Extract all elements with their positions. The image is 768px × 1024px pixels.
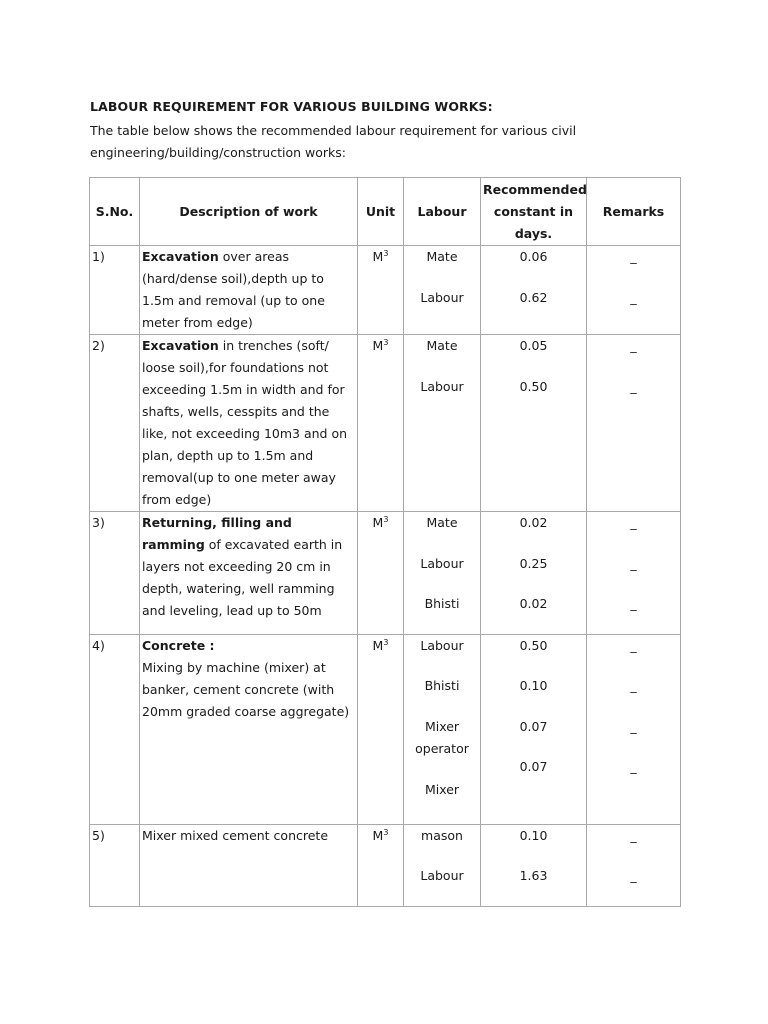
unit-text: M <box>372 637 384 653</box>
table-row <box>90 246 681 335</box>
labour-cell <box>404 824 481 906</box>
sno-cell: 3) <box>90 512 140 635</box>
unit-cell <box>358 634 404 824</box>
labour-item: Mixer <box>424 781 460 797</box>
sno-cell: 5) <box>90 824 140 906</box>
labour-cell <box>404 634 481 824</box>
header-labour: Labour <box>404 178 481 246</box>
sno-cell: 1) <box>90 246 140 335</box>
remark-dash: _ <box>630 868 637 883</box>
unit-text: M <box>372 249 384 264</box>
remark-dash: _ <box>630 249 637 264</box>
constant-cell <box>481 824 587 906</box>
constant-value: 0.25 <box>519 555 548 571</box>
constant-value: 0.62 <box>519 289 548 305</box>
labour-item: Mate <box>426 249 458 264</box>
remarks-cell <box>587 335 681 512</box>
description-cell <box>140 512 358 635</box>
remarks-cell <box>587 512 681 635</box>
table-row <box>90 512 681 635</box>
labour-item: Labour <box>420 378 464 394</box>
work-title: Returning, filling and ramming <box>142 515 292 552</box>
constant-value: 1.63 <box>519 868 548 883</box>
labour-cell <box>404 246 481 335</box>
table-row <box>90 634 681 824</box>
header-unit: Unit <box>358 178 404 246</box>
unit-exponent: 3 <box>383 827 389 837</box>
remark-dash: _ <box>630 759 637 774</box>
constant-cell <box>481 335 587 512</box>
unit-exponent: 3 <box>383 337 389 347</box>
header-description: Description of work <box>140 178 358 246</box>
unit-cell <box>358 335 404 512</box>
work-description: Mixer mixed cement concrete <box>142 827 329 843</box>
work-title: Concrete : <box>142 637 215 653</box>
remark-dash: _ <box>630 378 637 394</box>
description-cell <box>140 824 358 906</box>
constant-cell <box>481 512 587 635</box>
work-description: in trenches (soft/ loose soil),for foundations not exceeding 1.5m in width and for shafts, wells, cesspits and the like, not exceeding 10m3 and on plan, depth up to 1.5m and removal(up to one meter away from edge) <box>142 338 348 507</box>
remark-dash: _ <box>630 596 637 611</box>
work-title: Excavation <box>142 249 219 264</box>
labour-item: Labour <box>420 868 464 883</box>
table-row <box>90 824 681 906</box>
labour-cell <box>404 335 481 512</box>
constant-value: 0.02 <box>519 596 548 611</box>
header-sno: S.No. <box>90 178 140 246</box>
remark-dash: _ <box>630 718 637 734</box>
labour-item: Labour <box>420 289 464 305</box>
unit-exponent: 3 <box>383 248 389 258</box>
table-row <box>90 335 681 512</box>
constant-value: 0.10 <box>519 678 548 693</box>
constant-value: 0.02 <box>519 515 548 530</box>
constant-cell <box>481 246 587 335</box>
table-header-row <box>90 178 681 246</box>
header-constant: Recommended constant in days. <box>481 178 587 246</box>
unit-exponent: 3 <box>383 514 389 524</box>
remarks-cell <box>587 634 681 824</box>
remarks-cell <box>587 246 681 335</box>
page-heading: LABOUR REQUIREMENT FOR VARIOUS BUILDING WORKS: <box>90 99 493 114</box>
unit-cell <box>358 512 404 635</box>
work-description: Mixing by machine (mixer) at banker, cement concrete (with 20mm graded coarse aggregate) <box>142 659 350 719</box>
constant-value: 0.10 <box>519 827 548 843</box>
remark-dash: _ <box>630 289 637 305</box>
constant-value: 0.50 <box>519 637 548 653</box>
labour-item: Labour <box>420 637 464 653</box>
constant-cell <box>481 634 587 824</box>
labour-item: Bhisti <box>424 596 460 611</box>
constant-value: 0.07 <box>519 718 548 734</box>
labour-cell <box>404 512 481 635</box>
unit-cell <box>358 246 404 335</box>
remark-dash: _ <box>630 827 637 843</box>
sno-cell: 4) <box>90 634 140 824</box>
unit-text: M <box>372 338 384 353</box>
work-description: over areas (hard/dense soil),depth up to 1.5m and removal (up to one meter from edge) <box>142 249 325 330</box>
labour-item: Mate <box>426 515 458 530</box>
sno-cell: 2) <box>90 335 140 512</box>
constant-value: 0.50 <box>519 378 548 394</box>
unit-text: M <box>372 515 384 530</box>
labour-item: Bhisti <box>424 678 460 693</box>
unit-cell <box>358 824 404 906</box>
labour-item: Labour <box>420 555 464 571</box>
unit-exponent: 3 <box>383 637 389 647</box>
work-description: of excavated earth in layers not exceeding 20 cm in depth, watering, well ramming and leveling, lead up to 50m <box>142 537 343 618</box>
labour-item: Mate <box>426 338 458 353</box>
remark-dash: _ <box>630 678 637 693</box>
description-cell <box>140 335 358 512</box>
labour-requirement-table <box>89 177 681 907</box>
work-title: Excavation <box>142 338 219 353</box>
description-cell <box>140 634 358 824</box>
labour-item: Mixer operator <box>415 718 469 756</box>
description-cell <box>140 246 358 335</box>
unit-text: M <box>372 827 384 843</box>
constant-value: 0.07 <box>519 759 548 774</box>
header-remarks: Remarks <box>587 178 681 246</box>
remark-dash: _ <box>630 637 637 653</box>
labour-item: mason <box>421 827 463 843</box>
intro-paragraph: The table below shows the recommended labour requirement for various civil engineering/building/construction works: <box>90 123 577 160</box>
constant-value: 0.06 <box>519 249 548 264</box>
remark-dash: _ <box>630 338 637 353</box>
remark-dash: _ <box>630 515 637 530</box>
remarks-cell <box>587 824 681 906</box>
constant-value: 0.05 <box>519 338 548 353</box>
remark-dash: _ <box>630 555 637 571</box>
